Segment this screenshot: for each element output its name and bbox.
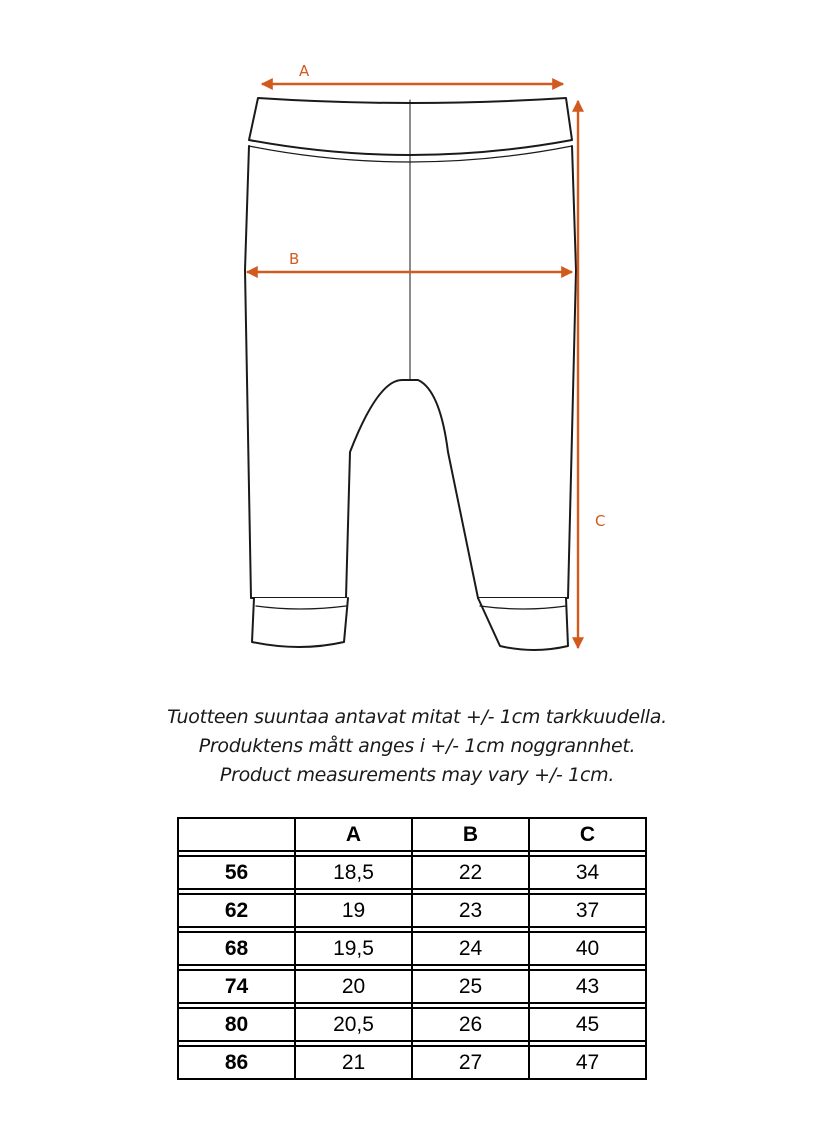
value-cell-c: 40: [529, 932, 646, 965]
dimension-b-label: B: [289, 250, 300, 268]
right-cuff: [478, 598, 568, 650]
table-row: [178, 932, 646, 965]
value-cell-a: 20,5: [295, 1008, 412, 1041]
size-cell: 68: [178, 932, 295, 965]
value-cell-b: 25: [412, 970, 529, 1003]
value-cell-c: 47: [529, 1046, 646, 1079]
value-cell-b: 26: [412, 1008, 529, 1041]
value-cell-c: 37: [529, 894, 646, 927]
table-row: [178, 894, 646, 927]
dimension-a-label: A: [299, 62, 310, 80]
table-row: [178, 970, 646, 1003]
left-cuff: [252, 598, 348, 647]
value-cell-a: 20: [295, 970, 412, 1003]
value-cell-a: 19: [295, 894, 412, 927]
size-table: [177, 817, 647, 1080]
measurement-notes: [0, 703, 834, 790]
size-cell: 62: [178, 894, 295, 927]
value-cell-a: 18,5: [295, 856, 412, 889]
size-table-header: [178, 818, 646, 851]
pants-outline: [245, 98, 576, 650]
dimension-c-label: C: [595, 512, 606, 530]
size-cell: 74: [178, 970, 295, 1003]
header-a: A: [295, 818, 412, 851]
value-cell-a: 21: [295, 1046, 412, 1079]
note-swedish: Produktens mått anges i +/- 1cm noggrannhet.: [198, 735, 636, 757]
value-cell-c: 43: [529, 970, 646, 1003]
table-row: [178, 1008, 646, 1041]
value-cell-b: 27: [412, 1046, 529, 1079]
header-b: B: [412, 818, 529, 851]
header-c: C: [529, 818, 646, 851]
value-cell-c: 45: [529, 1008, 646, 1041]
value-cell-b: 24: [412, 932, 529, 965]
table-row: [178, 1046, 646, 1079]
size-cell: 86: [178, 1046, 295, 1079]
value-cell-a: 19,5: [295, 932, 412, 965]
dimension-arrows: [247, 84, 578, 648]
value-cell-c: 34: [529, 856, 646, 889]
size-cell: 56: [178, 856, 295, 889]
note-english: Product measurements may vary +/- 1cm.: [219, 764, 615, 786]
note-finnish: Tuotteen suuntaa antavat mitat +/- 1cm tarkkuudella.: [167, 706, 667, 728]
value-cell-b: 22: [412, 856, 529, 889]
size-cell: 80: [178, 1008, 295, 1041]
value-cell-b: 23: [412, 894, 529, 927]
header-size: [178, 818, 295, 851]
table-row: [178, 856, 646, 889]
